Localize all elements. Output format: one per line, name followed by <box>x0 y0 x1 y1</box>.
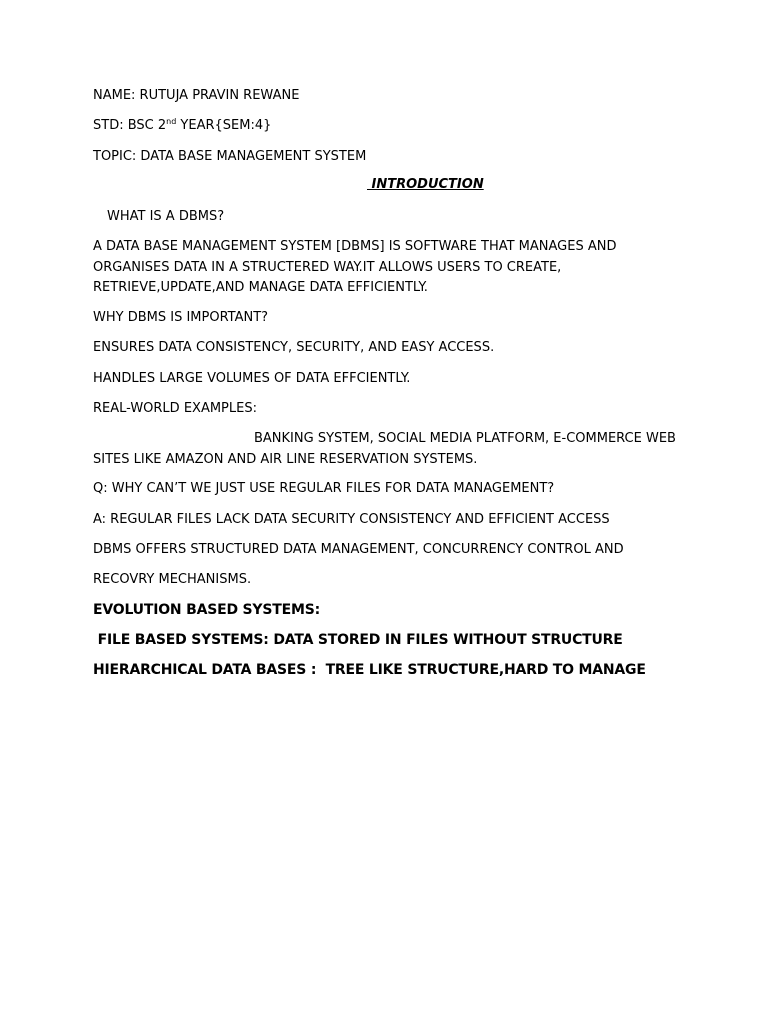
student-std <box>93 116 271 137</box>
handles-line: HANDLES LARGE VOLUMES OF DATA EFFCIENTLY. <box>93 371 411 386</box>
file-based-systems: FILE BASED SYSTEMS: DATA STORED IN FILES WITHOUT STRUCTURE <box>93 632 623 648</box>
examples-line-2: SITES LIKE AMAZON AND AIR LINE RESERVATION SYSTEMS. <box>93 452 478 467</box>
dbms-definition: A DATA BASE MANAGEMENT SYSTEM [DBMS] IS SOFTWARE THAT MANAGES AND ORGANISES DATA IN A STRUCTERED WAY.IT ALLOWS USERS TO CREATE, RETRIEVE,UPDATE,AND MANAGE DATA EFFICIENTLY. <box>93 239 617 295</box>
hierarchical-databases: HIERARCHICAL DATA BASES : TREE LIKE STRUCTURE,HARD TO MANAGE <box>93 662 646 678</box>
what-is-question: WHAT IS A DBMS? <box>107 209 225 224</box>
files-question: Q: WHY CAN’T WE JUST USE REGULAR FILES FOR DATA MANAGEMENT? <box>93 481 555 496</box>
student-name: NAME: RUTUJA PRAVIN REWANE <box>93 88 300 103</box>
std-superscript: nd <box>166 117 177 126</box>
why-important-question: WHY DBMS IS IMPORTANT? <box>93 310 269 325</box>
section-title: INTRODUCTION <box>367 177 484 192</box>
topic-line: TOPIC: DATA BASE MANAGEMENT SYSTEM <box>93 149 367 164</box>
files-answer: A: REGULAR FILES LACK DATA SECURITY CONSISTENCY AND EFFICIENT ACCESS <box>93 512 610 527</box>
real-world-label: REAL-WORLD EXAMPLES: <box>93 401 257 416</box>
examples-line-1: BANKING SYSTEM, SOCIAL MEDIA PLATFORM, E-COMMERCE WEB <box>254 431 676 446</box>
evolution-title: EVOLUTION BASED SYSTEMS: <box>93 602 320 618</box>
std-prefix: STD: BSC 2 <box>93 118 167 133</box>
ensures-line: ENSURES DATA CONSISTENCY, SECURITY, AND EASY ACCESS. <box>93 340 495 355</box>
recovery-line: RECOVRY MECHANISMS. <box>93 572 252 587</box>
std-suffix: YEAR{SEM:4} <box>176 118 272 133</box>
dbms-offers-line: DBMS OFFERS STRUCTURED DATA MANAGEMENT, CONCURRENCY CONTROL AND <box>93 542 624 557</box>
